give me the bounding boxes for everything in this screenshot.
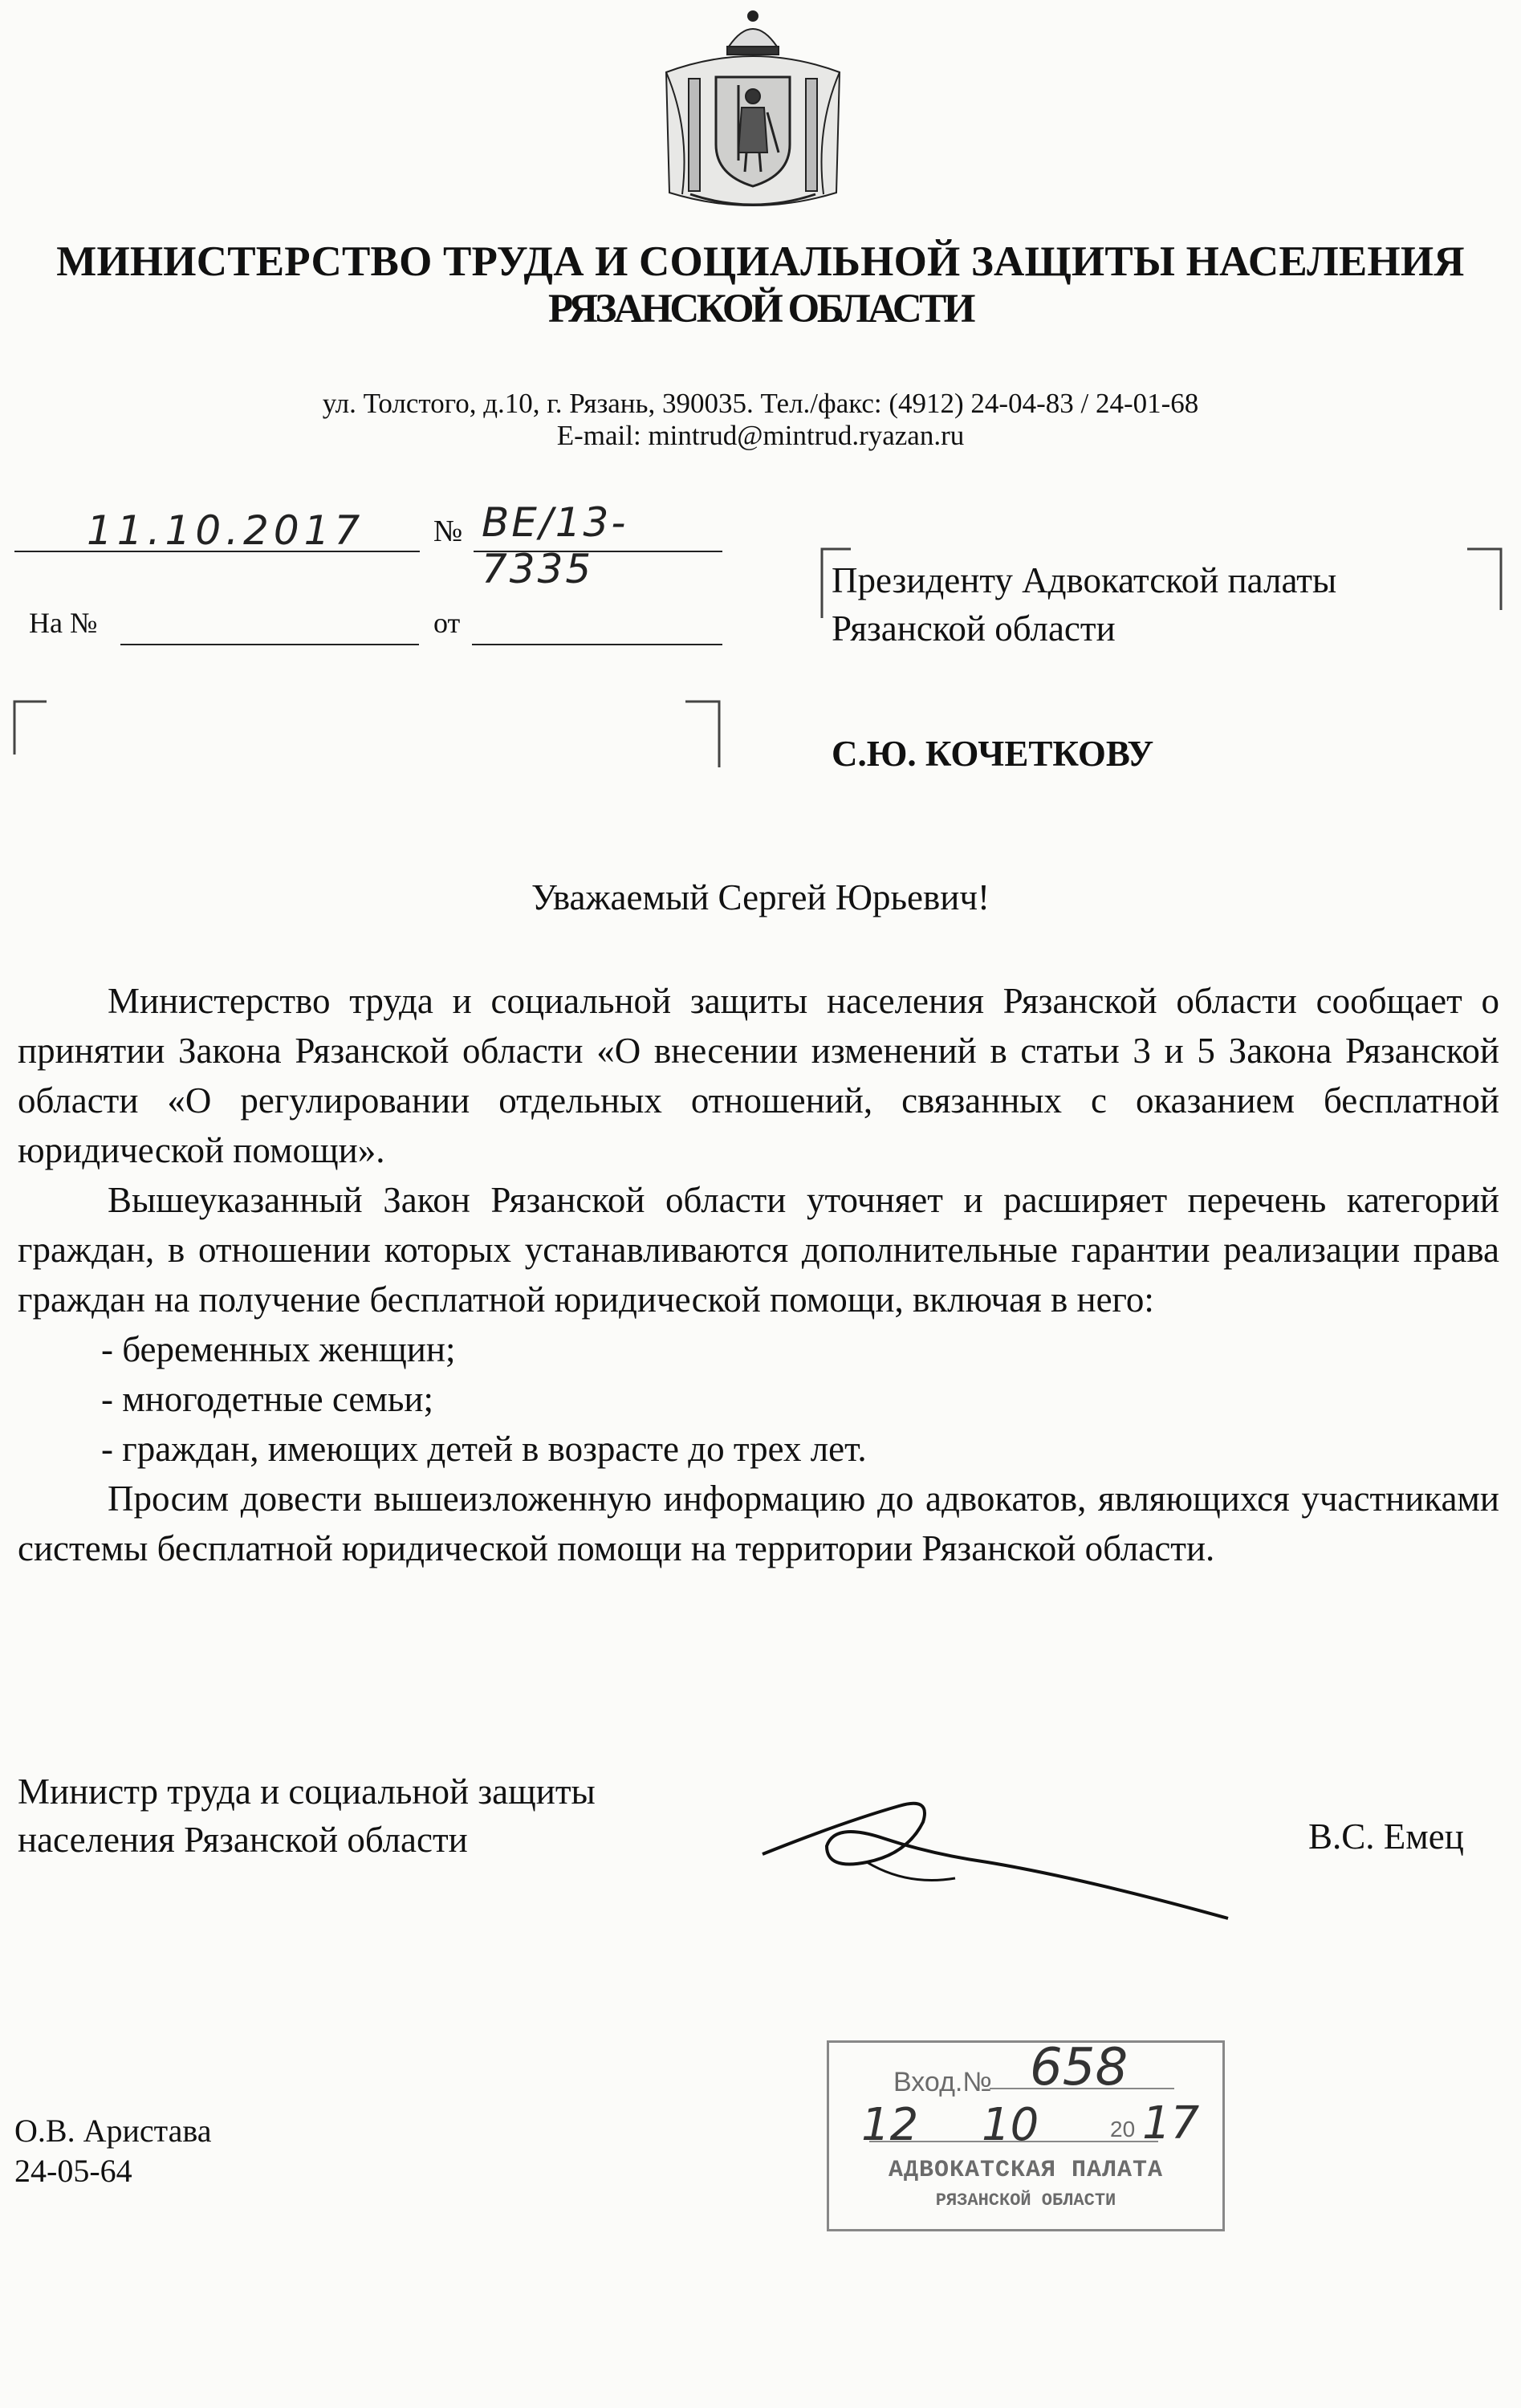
stamp-incoming-number: 658	[1030, 2038, 1129, 2097]
stamp-day: 12	[861, 2099, 919, 2151]
paragraph-2: Вышеуказанный Закон Рязанской области уточняет и расширяет перечень категорий граждан, в отношении которых устанавливаются дополнительные гарантии реализации права граждан на получение бесплатной юридической помощи, включая в него:	[18, 1180, 1499, 1320]
executor-phone: 24-05-64	[14, 2153, 132, 2189]
handwritten-signature	[746, 1774, 1244, 1934]
signatory-position-line1: Министр труда и социальной защиты	[18, 1771, 596, 1812]
outgoing-date-field	[14, 507, 420, 554]
list-item: - беременных женщин;	[101, 1329, 456, 1369]
stamp-org-line1: АДВОКАТСКАЯ ПАЛАТА	[888, 2157, 1164, 2184]
stamp-year-suffix: 17	[1142, 2097, 1200, 2150]
outgoing-date: 11.10.2017	[87, 507, 365, 554]
signatory-position	[18, 1767, 596, 1864]
outgoing-number-field	[474, 499, 722, 592]
ryazan-coat-of-arms-icon	[658, 8, 848, 221]
recipient-title-line1: Президенту Адвокатской палаты	[832, 560, 1337, 600]
ministry-name: МИНИСТЕРСТВО ТРУДА И СОЦИАЛЬНОЙ ЗАЩИТЫ НАСЕЛЕНИЯ	[56, 238, 1465, 285]
number-sign: №	[433, 515, 463, 548]
stamp-incoming-label: Вход.№	[893, 2067, 992, 2097]
stamp-org-line2: РЯЗАНСКОЙ ОБЛАСТИ	[935, 2190, 1116, 2211]
signatory-name: В.С. Емец	[1308, 1816, 1464, 1857]
region-name: РЯЗАНСКОЙ ОБЛАСТИ	[548, 287, 973, 332]
ministry-address: ул. Толстого, д.10, г. Рязань, 390035. Тел./факс: (4912) 24-04-83 / 24-01-68	[322, 388, 1199, 419]
in-reply-number-field	[120, 610, 419, 645]
recipient-title-line2: Рязанской области	[832, 608, 1116, 649]
stamp-month: 10	[982, 2099, 1039, 2151]
from-label: от	[433, 607, 461, 639]
list-item: - многодетные семьи;	[101, 1379, 433, 1419]
subject-corner-brackets	[11, 698, 734, 779]
beneficiary-list	[18, 1324, 1499, 1474]
outgoing-number: ВЕ/13-7335	[482, 499, 628, 592]
recipient-name: С.Ю. КОЧЕТКОВУ	[832, 734, 1154, 774]
stamp-year-prefix: 20	[1110, 2117, 1136, 2142]
salutation: Уважаемый Сергей Юрьевич!	[531, 877, 990, 917]
letter-body	[18, 976, 1499, 1573]
signatory-position-line2: населения Рязанской области	[18, 1820, 468, 1860]
executor-name: О.В. Аристава	[14, 2113, 212, 2149]
ministry-email: E-mail: mintrud@mintrud.ryazan.ru	[556, 420, 965, 451]
in-reply-date-field	[472, 610, 722, 645]
list-item: - граждан, имеющих детей в возрасте до трех лет.	[101, 1429, 867, 1469]
paragraph-3: Просим довести вышеизложенную информацию до адвокатов, являющихся участниками системы бесплатной юридической помощи на территории Рязанской области.	[18, 1479, 1499, 1568]
in-reply-label: На №	[29, 607, 98, 639]
incoming-stamp	[827, 2040, 1225, 2231]
executor-info	[14, 2111, 211, 2191]
paragraph-1: Министерство труда и социальной защиты населения Рязанской области сообщает о принятии Закона Рязанской области «О внесении изменений в статьи 3 и 5 Закона Рязанской области «О регулировании отдельных отношений, связанных с оказанием бесплатной юридической помощи».	[18, 981, 1499, 1170]
